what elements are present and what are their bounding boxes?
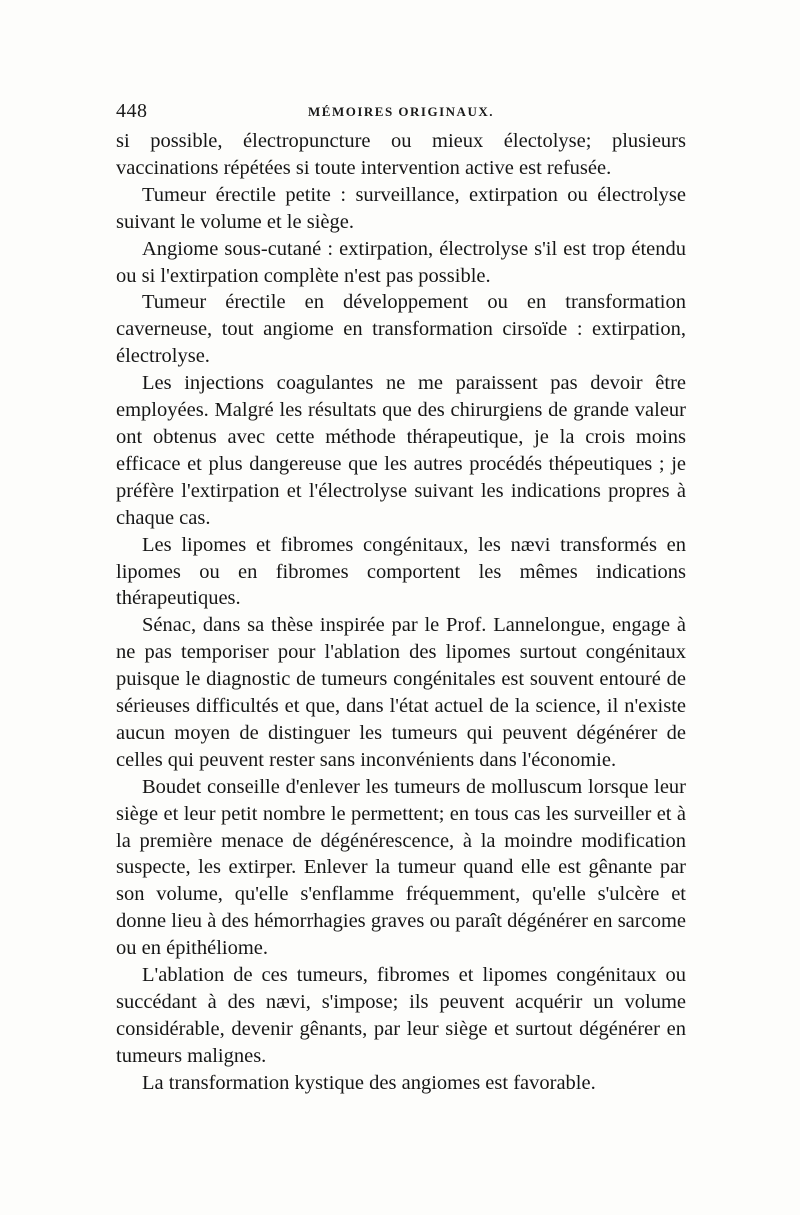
paragraph: Angiome sous-cutané : extirpation, électrolyse s'il est trop étendu ou si l'extirpation complète n'est pas possible. <box>116 237 686 287</box>
paragraph: Les lipomes et fibromes congénitaux, les nævi transformés en lipomes ou en fibromes comportent les mêmes indications thérapeutiques. <box>116 533 686 610</box>
paragraph: si possible, électropuncture ou mieux électolyse; plusieurs vaccinations répétées si toute intervention active est refusée. <box>116 130 686 179</box>
page-number: 448 <box>116 100 148 122</box>
paragraph: Les injections coagulantes ne me paraissent pas devoir être employées. Malgré les résultats que des chirurgiens de grande valeur ont obtenus avec cette méthode thérapeutique, je la crois moins efficace et plus dangereuse que les autres procédés thépeutiques ; je préfère l'extirpation et l'électrolyse suivant les indications propres à chaque cas. <box>116 372 686 529</box>
paragraph: Boudet conseille d'enlever les tumeurs de molluscum lorsque leur siège et leur petit nombre le permettent; en tous cas les surveiller et à la première menace de dégénérescence, à la moindre modification suspecte, les extirper. Enlever la tumeur quand elle est gênante par son volume, qu'elle s'enflamme fréquemment, qu'elle s'ulcère et donne lieu à des hémorrhagies graves ou paraît dégénérer en sarcome ou en épithéliome. <box>116 775 686 960</box>
page-header <box>116 100 686 124</box>
paragraph: Tumeur érectile petite : surveillance, extirpation ou électrolyse suivant le volume et le siège. <box>116 183 686 233</box>
body-text <box>116 128 686 1097</box>
paragraph: Sénac, dans sa thèse inspirée par le Prof. Lannelongue, engage à ne pas temporiser pour l'ablation des lipomes surtout congénitaux puisque le diagnostic de tumeurs congénitales est souvent entouré de sérieuses difficultés et que, dans l'état actuel de la science, il n'existe aucun moyen de distinguer les tumeurs qui peuvent dégénérer de celles qui peuvent rester sans inconvénients dans l'économie. <box>116 614 686 771</box>
paragraph: Tumeur érectile en développement ou en transformation caverneuse, tout angiome en transformation cirsoïde : extirpation, électrolyse. <box>116 291 686 368</box>
paragraph: La transformation kystique des angiomes est favorable. <box>142 1071 596 1094</box>
running-title: MÉMOIRES ORIGINAUX. <box>308 104 494 119</box>
paragraph: L'ablation de ces tumeurs, fibromes et lipomes congénitaux ou succédant à des nævi, s'impose; ils peuvent acquérir un volume considérable, devenir gênants, par leur siège et surtout dégénérer en tumeurs malignes. <box>116 964 686 1067</box>
